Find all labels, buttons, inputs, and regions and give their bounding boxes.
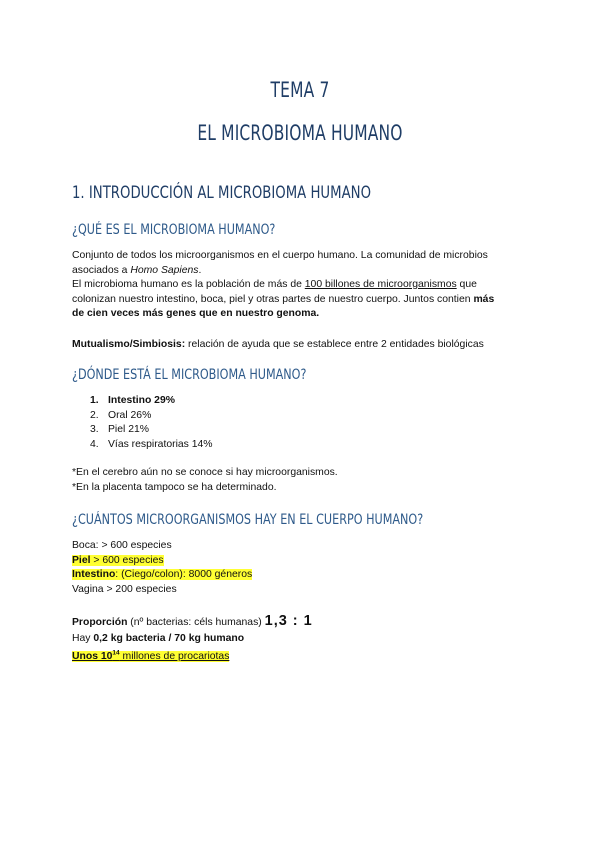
text-span: > 600 especies: [90, 554, 164, 566]
text-span: que: [456, 279, 477, 290]
list-number: 1.: [90, 395, 99, 406]
notes: [72, 466, 532, 495]
list-number: 3.: [90, 424, 99, 435]
bold-text: 70 kg humano: [174, 633, 245, 644]
bold-text: más: [473, 293, 495, 305]
proportion-value: 1,3 : 1: [264, 613, 313, 629]
text-span: relación de ayuda que se establece entre 2 entidades biológicas: [185, 339, 484, 350]
text-span: .: [198, 264, 202, 276]
definition-paragraph: [72, 249, 532, 322]
text-span: El microbioma humano es la población de más de: [72, 279, 305, 290]
text-line: [72, 264, 532, 279]
list-item: [90, 409, 213, 424]
list-item: [90, 394, 213, 409]
highlighted-text: [72, 569, 252, 580]
proportion-line: [72, 612, 532, 632]
list-text: Intestino 29%: [108, 395, 175, 406]
document-subtitle: EL MICROBIOMA HUMANO: [197, 121, 403, 145]
text-line: Vagina > 200 especies: [72, 583, 177, 595]
highlighted-text: [72, 555, 164, 566]
list-text: Piel 21%: [108, 424, 150, 435]
location-list: [90, 394, 213, 452]
bold-line: de cien veces más genes que en nuestro genoma.: [72, 308, 320, 319]
section-heading: 1. INTRODUCCIÓN AL MICROBIOMA HUMANO: [72, 183, 372, 203]
subsection-heading-que-es: ¿QUÉ ES EL MICROBIOMA HUMANO?: [72, 222, 276, 238]
superscript: 14: [112, 649, 120, 657]
text-span: : (Ciego/colon): 8000 géneros: [115, 569, 253, 580]
bold-text: Unos 10: [72, 650, 113, 662]
text-line: Boca: > 600 especies: [72, 540, 172, 551]
document-title: TEMA 7: [270, 78, 330, 102]
text-span: Hay: [72, 633, 94, 644]
list-text: Oral 26%: [108, 409, 152, 421]
bold-label: Proporción: [72, 617, 128, 628]
underlined-text: 100 billones de microorganismos: [304, 279, 457, 290]
subsection-heading-donde-esta: ¿DÓNDE ESTÁ EL MICROBIOMA HUMANO?: [72, 367, 307, 383]
list-number: 2.: [90, 409, 99, 421]
note-line: *En el cerebro aún no se conoce si hay microorganismos.: [72, 467, 338, 478]
weight-line: [72, 632, 532, 647]
text-span: asociados a: [72, 264, 131, 276]
mutualism-line: [72, 338, 532, 353]
list-text: Vías respiratorias 14%: [108, 438, 213, 450]
text-line: [72, 554, 532, 569]
note-line: *En la placenta tampoco se ha determinado.: [72, 481, 277, 493]
bold-text: /: [165, 633, 175, 644]
subsection-heading-cuantos: ¿CUÁNTOS MICROORGANISMOS HAY EN EL CUERPO HUMANO?: [72, 512, 424, 528]
highlighted-text: [72, 651, 229, 662]
text-span: colonizan nuestro intestino, boca, piel y otras partes de nuestro cuerpo. Juntos contien: [72, 293, 474, 305]
bold-label: Intestino: [72, 569, 116, 580]
list-item: [90, 438, 213, 453]
italic-term: Homo Sapiens: [130, 264, 199, 276]
species-list: [72, 539, 532, 597]
text-line: [72, 293, 532, 308]
prokaryotes-line: [72, 647, 532, 665]
bold-label: Piel: [72, 554, 91, 566]
list-number: 4.: [90, 438, 99, 450]
proportion-block: [72, 612, 532, 664]
bold-text: 0,2 kg bacteria: [93, 633, 166, 644]
list-item: [90, 423, 213, 438]
text-line: [72, 568, 532, 583]
text-line: [72, 278, 532, 293]
text-line: Conjunto de todos los microorganismos en el cuerpo humano. La comunidad de microbios: [72, 250, 488, 261]
bold-label: Mutualismo/Simbiosis:: [72, 339, 186, 350]
text-span: millones de procariotas: [119, 650, 230, 662]
text-span: (nº bacterias: céls humanas): [127, 617, 265, 628]
